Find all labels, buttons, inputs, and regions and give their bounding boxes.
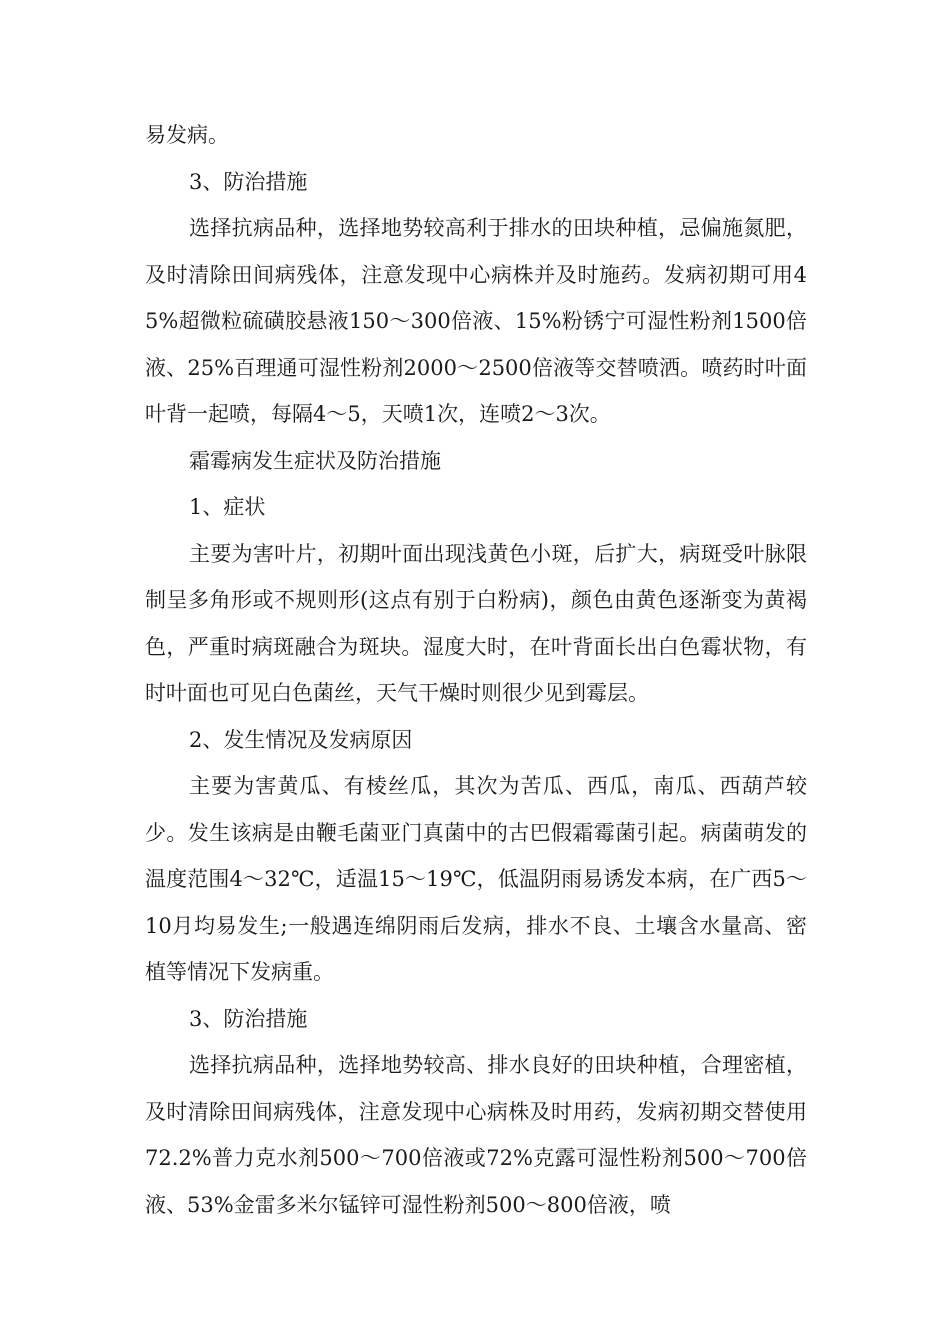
section-heading-prevention-2: 3、防治措施 [189, 1006, 308, 1031]
document-body [145, 112, 807, 1228]
paragraph-occurrence: 主要为害黄瓜、有棱丝瓜，其次为苦瓜、西瓜，南瓜、西葫芦较少。发生该病是由鞭毛菌亚门真菌中的古巴假霜霉菌引起。病菌萌发的温度范围4～32℃，适温15～19℃，低温阴雨易诱发本病，在广西5～10月均易发生;一般遇连绵阴雨后发病，排水不良、土壤含水量高、密植等情况下发病重。 [145, 774, 807, 984]
paragraph-prevention-downy: 选择抗病品种，选择地势较高、排水良好的田块种植，合理密植，及时清除田间病残体，注意发现中心病株及时用药，发病初期交替使用72.2%普力克水剂500～700倍液或72%克露可湿性粉剂500～700倍液、53%金雷多米尔锰锌可湿性粉剂500～800倍液，喷 [145, 1053, 807, 1217]
section-title-downy-mildew: 霜霉病发生症状及防治措施 [189, 448, 441, 473]
paragraph-symptoms: 主要为害叶片，初期叶面出现浅黄色小斑，后扩大，病斑受叶脉限制呈多角形或不规则形(这点有别于白粉病)，颜色由黄色逐渐变为黄褐色，严重时病斑融合为斑块。湿度大时，在叶背面长出白色霉状物，有时叶面也可见白色菌丝，天气干燥时则很少见到霉层。 [145, 541, 807, 705]
section-heading-prevention: 3、防治措施 [189, 169, 308, 194]
section-heading-symptoms: 1、症状 [189, 495, 266, 519]
paragraph-prevention-powdery: 选择抗病品种，选择地势较高利于排水的田块种植，忌偏施氮肥，及时清除田间病残体，注意发现中心病株并及时施药。发病初期可用45%超微粒硫磺胶悬液150～300倍液、15%粉锈宁可湿性粉剂1500倍液、25%百理通可湿性粉剂2000～2500倍液等交替喷洒。喷药时叶面叶背一起喷，每隔4～5，天喷1次，连喷2～3次。 [145, 216, 807, 426]
section-heading-occurrence: 2、发生情况及发病原因 [189, 727, 413, 752]
paragraph-continuation: 易发病。 [145, 123, 229, 147]
